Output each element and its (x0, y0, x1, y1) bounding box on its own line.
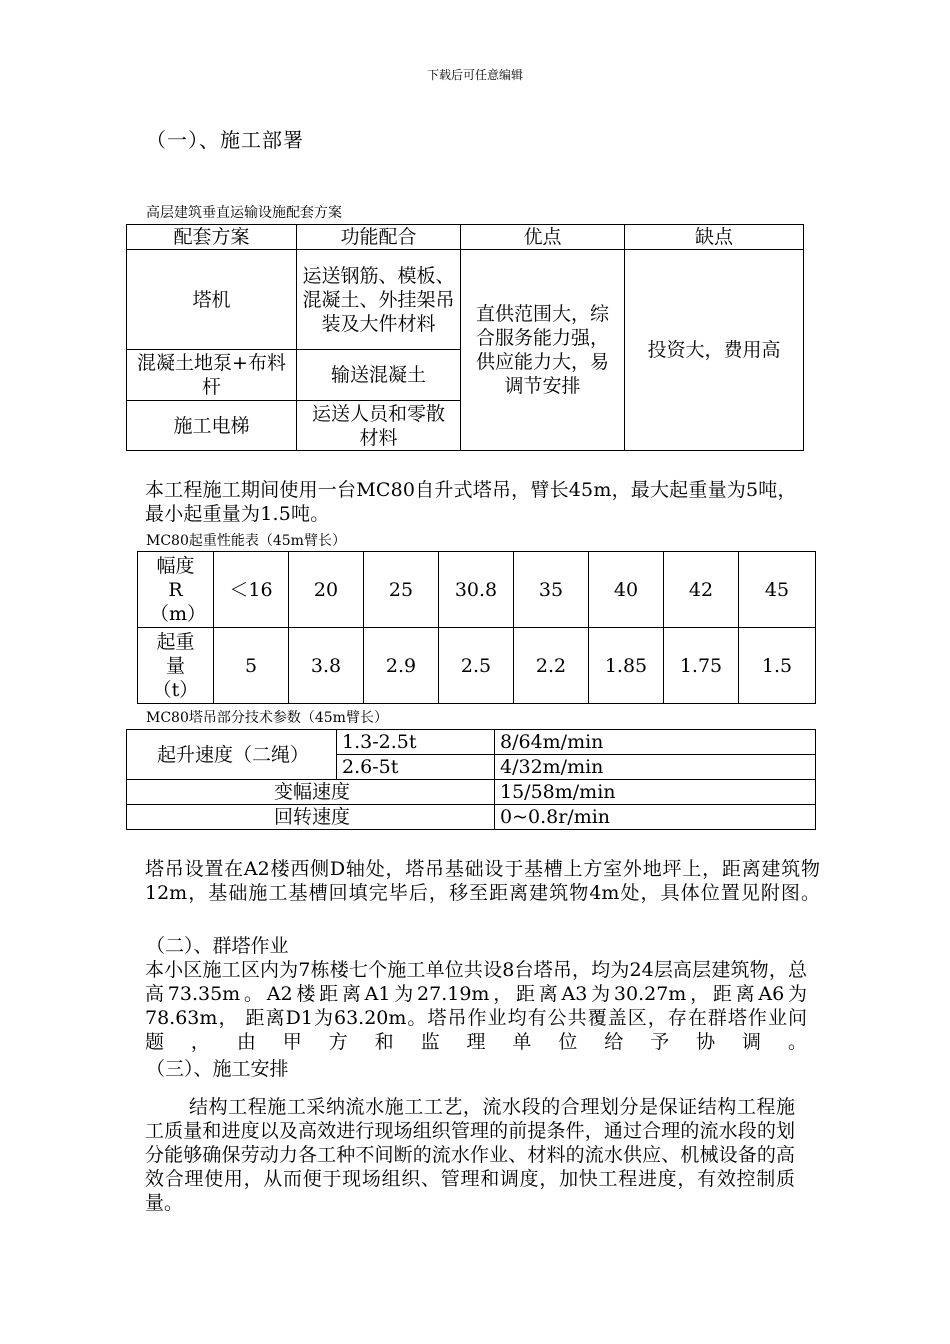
paragraph-arrangement: 结构工程施工采纳流水施工工艺，流水段的合理划分是保证结构工程施工质量和进度以及高效进行现场组织管理的前提条件，通过合理的流水段的划分能够确保劳动力各工种不间断的流水作业、材料的流水供应、机械设备的高效合理使用，从而便于现场组织、管理和调度，加快工程进度，有效控制质量。 (145, 1096, 795, 1214)
table2-load-cell: 5 (214, 628, 289, 704)
table1-header-function: 功能配合 (297, 225, 461, 250)
table3-hoist-value: 8/64m/min (495, 730, 816, 755)
table2-radius-cell: 35 (514, 552, 589, 628)
table2-load-cell: 1.5 (739, 628, 816, 704)
paragraph-crane-location: 塔吊设置在A2楼西侧D轴处，塔吊基础设于基槽上方室外地坪上，距离建筑物12m，基础施工基槽回填完毕后，移至距离建筑物4m处，具体位置见附图。 (145, 858, 820, 904)
table2-radius-cell: 45 (739, 552, 816, 628)
table3-hoist-range: 1.3-2.5t (337, 730, 495, 755)
table2-radius-cell: 20 (289, 552, 364, 628)
table3-slewing-value: 0~0.8r/min (495, 805, 816, 830)
table2-load-cell: 2.9 (364, 628, 439, 704)
table3-slewing-label: 回转速度 (127, 805, 495, 830)
table2-load-cell: 2.5 (439, 628, 514, 704)
table2-load-cell: 1.85 (589, 628, 664, 704)
table1-caption: 高层建筑垂直运输设施配套方案 (146, 205, 342, 221)
paragraph-group-tower: 本小区施工区内为7栋楼七个施工单位共设8台塔吊，均为24层高层建筑物，总高73.35m。A2楼距离A1为27.19m，距离A3为30.27m，距离A6为78.63m， 距离D1为63.20m。塔吊作业均有公共覆盖区，存在群塔作业问题，由甲方和监理单位给予协调。 (145, 959, 807, 1053)
table2-radius-cell: 40 (589, 552, 664, 628)
table1-header-plan: 配套方案 (127, 225, 297, 250)
table3-luffing-label: 变幅速度 (127, 780, 495, 805)
table1-header-disadvantage: 缺点 (625, 225, 804, 250)
table2-row-label-radius: 幅度R（m） (138, 552, 214, 628)
table2-radius-cell: 30.8 (439, 552, 514, 628)
table1-plan-cell: 混凝土地泵+布料杆 (127, 350, 297, 401)
section-title-group-tower: （二）、群塔作业 (146, 935, 289, 957)
paragraph-crane-intro: 本工程施工期间使用一台MC80自升式塔吊，臂长45m，最大起重量为5吨，最小起重量为1.5吨。 (145, 479, 797, 525)
table1-plan-cell: 施工电梯 (127, 401, 297, 451)
vertical-transport-table (126, 224, 804, 451)
table2-load-cell: 2.2 (514, 628, 589, 704)
table1-advantage-cell: 直供范围大，综合服务能力强，供应能力大，易调节安排 (461, 250, 625, 451)
table2-row-label-load: 起重量（t） (138, 628, 214, 704)
table2-radius-cell: 42 (664, 552, 739, 628)
table1-plan-cell: 塔机 (127, 250, 297, 350)
table2-load-cell: 3.8 (289, 628, 364, 704)
table3-caption: MC80塔吊部分技术参数（45m臂长） (146, 710, 388, 726)
table3-hoist-label: 起升速度（二绳） (127, 730, 337, 780)
section-title-arrangement: （三）、施工安排 (146, 1058, 289, 1080)
table2-radius-cell: 25 (364, 552, 439, 628)
table1-function-cell: 运送钢筋、模板、混凝土、外挂架吊装及大件材料 (297, 250, 461, 350)
technical-params-table (126, 729, 816, 830)
table3-hoist-value: 4/32m/min (495, 755, 816, 780)
lifting-performance-table (137, 551, 816, 704)
table2-radius-cell: ＜16 (214, 552, 289, 628)
table1-disadvantage-cell: 投资大，费用高 (625, 250, 804, 451)
section-title-deployment: （一）、施工部署 (146, 128, 304, 152)
page-header-note: 下载后可任意编辑 (426, 68, 523, 82)
table3-luffing-value: 15/58m/min (495, 780, 816, 805)
table2-caption: MC80起重性能表（45m臂长） (146, 533, 346, 549)
table2-load-cell: 1.75 (664, 628, 739, 704)
table3-hoist-range: 2.6-5t (337, 755, 495, 780)
table1-header-advantage: 优点 (461, 225, 625, 250)
table1-function-cell: 运送人员和零散材料 (297, 401, 461, 451)
table1-function-cell: 输送混凝土 (297, 350, 461, 401)
